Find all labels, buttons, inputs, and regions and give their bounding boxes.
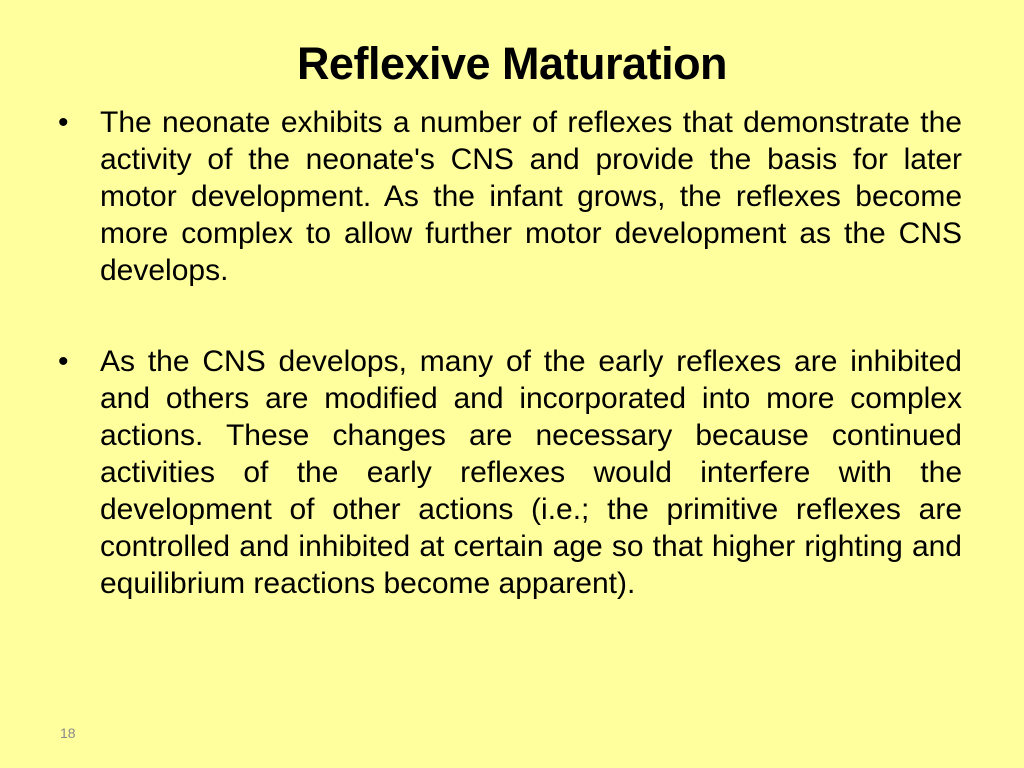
bullet-icon: • [58, 345, 69, 378]
bullet-list [58, 104, 962, 602]
bullet-text: The neonate exhibits a number of reflexes that demonstrate the activity of the neonate's CNS and provide the basis for later motor development. As the infant grows, the reflexes become more complex to allow further motor development as the CNS develops. [100, 106, 962, 287]
slide-title: Reflexive Maturation [296, 38, 728, 89]
bullet-text: As the CNS develops, many of the early reflexes are inhibited and others are modified and incorporated into more complex actions. These changes are necessary because continued activities of the early reflexes would interfere with the development of other actions (i.e.; the primitive reflexes are controlled and inhibited at certain age so that higher righting and equilibrium reactions become apparent). [100, 345, 962, 600]
bullet-icon: • [58, 106, 69, 139]
page-number: 18 [60, 725, 76, 741]
bullet-item [58, 104, 962, 289]
bullet-item [58, 343, 962, 602]
